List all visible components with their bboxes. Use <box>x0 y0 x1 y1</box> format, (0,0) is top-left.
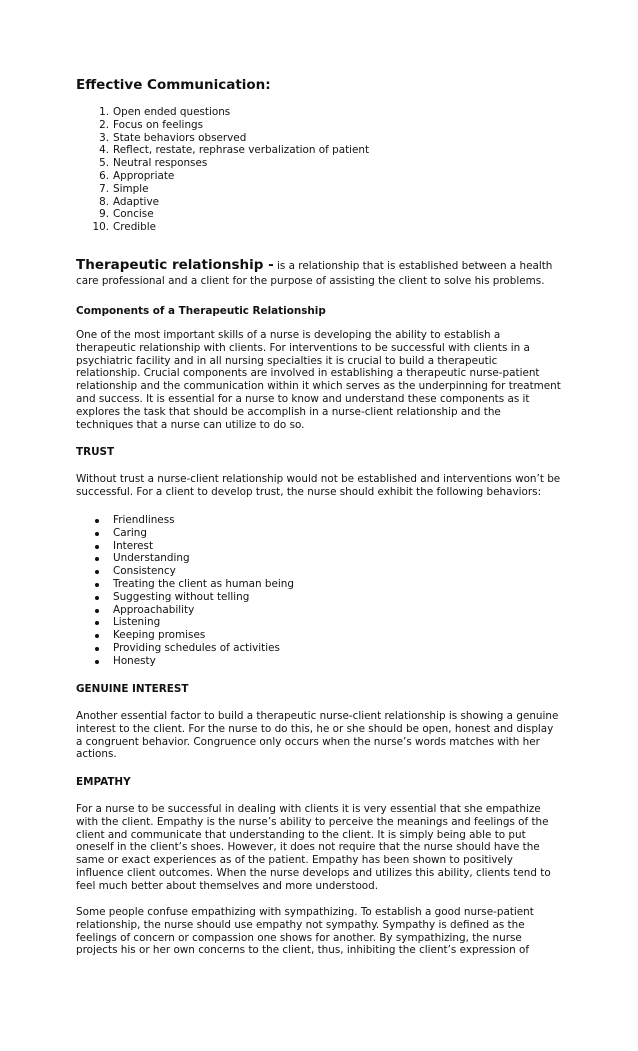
components-heading: Components of a Therapeutic Relationship <box>76 305 326 317</box>
effective-communication-list <box>92 106 370 234</box>
list-item: Providing schedules of activities <box>113 642 294 655</box>
bullet-icon <box>95 647 99 651</box>
empathy-heading: EMPATHY <box>76 776 131 788</box>
list-item: Treating the client as human being <box>113 578 294 591</box>
trust-behaviors-list <box>113 514 294 668</box>
list-item: 3. State behaviors observed <box>99 131 247 144</box>
list-item: Friendliness <box>113 514 294 527</box>
list-item: 1. Open ended questions <box>99 106 231 118</box>
bullet-icon <box>95 519 99 523</box>
bullet-icon <box>95 557 99 561</box>
list-item: Honesty <box>113 655 294 668</box>
empathy-paragraph-2: Some people confuse empathizing with sympathizing. To establish a good nurse-patient relationship, the nurse should use empathy not sympathy. Sympathy is defined as the feelings of concern or compassion one shows for another. By sympathizing, the nurse projects his or her own concerns to the client, thus, inhibiting the client’s expression of <box>76 906 534 957</box>
bullet-icon <box>95 621 99 625</box>
trust-paragraph: Without trust a nurse-client relationship would not be established and interventions won’t be successful. For a client to develop trust, the nurse should exhibit the following behaviors: <box>76 473 561 498</box>
list-item: Suggesting without telling <box>113 591 294 604</box>
list-item: Interest <box>113 540 294 553</box>
list-item: 10. Credible <box>92 221 157 234</box>
bullet-icon <box>95 596 99 600</box>
trust-heading: TRUST <box>76 446 115 458</box>
list-item: Caring <box>113 527 294 540</box>
components-paragraph: One of the most important skills of a nurse is developing the ability to establish a therapeutic relationship with clients. For interventions to be successful with clients in a psychiatric facility and in all nursing specialties it is crucial to build a therapeutic relationship. Crucial components are involved in establishing a therapeutic nurse-patient relationship and the communication within it which serves as the underpinning for treatment and success. It is essential for a nurse to know and understand these components as it explores the task that should be accomplish in a nurse-client relationship and the techniques that a nurse can utilize to do so. <box>76 329 561 431</box>
list-item: Approachability <box>113 604 294 617</box>
list-item: 7. Simple <box>99 182 149 195</box>
list-item: Listening <box>113 616 294 629</box>
genuine-interest-paragraph: Another essential factor to build a therapeutic nurse-client relationship is showing a genuine interest to the client. For the nurse to do this, he or she should be open, honest and display a congruent behavior. Congruence only occurs when the nurse’s words matches with her actions. <box>76 710 559 761</box>
bullet-icon <box>95 634 99 638</box>
list-item: Keeping promises <box>113 629 294 642</box>
therapeutic-relationship-title: Therapeutic relationship - <box>76 257 274 273</box>
bullet-icon <box>95 583 99 587</box>
therapeutic-relationship-definition: Therapeutic relationship - is a relationship that is established between a health care professional and a client for the purpose of assisting the client to solve his problems. <box>76 257 553 287</box>
empathy-paragraph-1: For a nurse to be successful in dealing with clients it is very essential that she empathize with the client. Empathy is the nurse’s ability to perceive the meanings and feelings of the client and communicate that understanding to the client. It is simply being able to put oneself in the client’s shoes. However, it does not require that the nurse should have the same or exact experiences as of the patient. Empathy has been shown to positively influence client outcomes. When the nurse develops and utilizes this ability, clients tend to feel much better about themselves and more understood. <box>76 803 551 892</box>
bullet-icon <box>95 570 99 574</box>
bullet-icon <box>95 660 99 664</box>
bullet-icon <box>95 609 99 613</box>
list-item: Understanding <box>113 552 294 565</box>
list-item: 8. Adaptive <box>99 195 159 208</box>
list-item: 2. Focus on feelings <box>99 118 204 131</box>
effective-communication-title: Effective Communication: <box>76 77 271 93</box>
list-item: Consistency <box>113 565 294 578</box>
genuine-interest-heading: GENUINE INTEREST <box>76 683 189 695</box>
list-item: 6. Appropriate <box>99 169 175 182</box>
list-item: 9. Concise <box>99 208 154 221</box>
list-item: 4. Reflect, restate, rephrase verbalization of patient <box>99 144 370 157</box>
bullet-icon <box>95 532 99 536</box>
bullet-icon <box>95 545 99 549</box>
list-item: 5. Neutral responses <box>99 157 208 170</box>
